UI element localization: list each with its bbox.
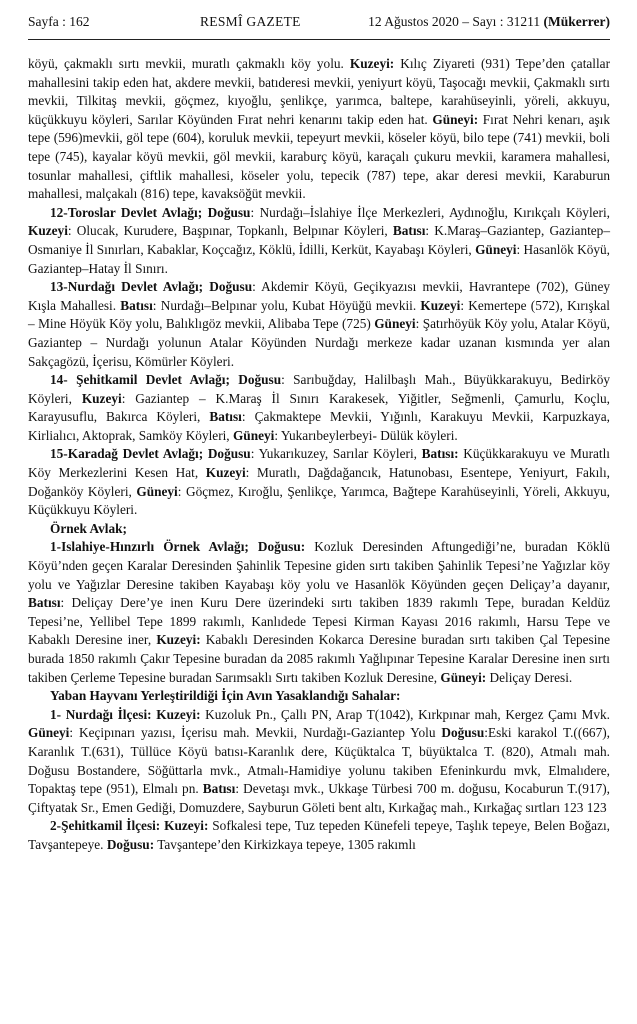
paragraph xyxy=(28,204,610,278)
bold-label: Kuzeyi xyxy=(81,390,122,406)
bold-label: Yaban Hayvanı Yerleştirildiği İçin Avın Yasaklandığı Sahalar: xyxy=(50,688,401,704)
text-run: : Nurdağı–Belpınar yolu, Kubat Höyüğü mevkii. xyxy=(152,297,421,313)
text-run: : Gaziantep – K.Maraş İl Sınırı Karakesek, Yiğitler, Seğmenli, Çamurlu, Koçlu, Karayusuflu, Bakırca Köyleri, xyxy=(28,390,610,425)
text-run: Kabaklı Deresinden Kokarca Deresine buradan sırtı takiben Çal Tepesine burada 1850 rakımlı Çakır Tepesine buradan da 2085 rakımlı Yağlıpınar Tepesine Karalar Deresine inen sırtı takiben Çerleme Tepesine buradan Sarımsaklı Sırtı takiben Kozluk Deresine, xyxy=(28,632,610,685)
paragraph xyxy=(28,817,610,854)
text-run: : Sarıbuğday, Halilbaşlı Mah., Büyükkarakuyu, Bedirköy Köyleri, xyxy=(28,372,611,406)
page-number: Sayfa : 162 xyxy=(28,14,90,29)
paragraph xyxy=(28,520,610,539)
bold-label: Batısı xyxy=(202,781,236,797)
bold-label: Güneyi xyxy=(475,241,517,257)
text-run: : Yukarıbeylerbeyi- Dülük köyleri. xyxy=(274,427,458,443)
text-run: : Hasanlök Köyü, Gaziantep–Hatay İl Sınırı. xyxy=(28,241,610,276)
bold-label: Güneyi xyxy=(374,316,416,332)
bold-label: Batısı xyxy=(120,297,153,313)
text-run: Sofkalesi tepe, Tuz tepeden Künefeli tepeye, Taşlık tepeye, Belen Boğazı, Tavşantepeye. xyxy=(28,818,610,852)
bold-label: Batısı xyxy=(392,223,426,239)
bold-label: 15-Karadağ Devlet Avlağı; Doğusu xyxy=(50,446,251,462)
paragraph xyxy=(28,538,610,687)
text-run: Fırat Nehri kenarı, aşık tepe (596)mevkii, göl tepe (604), koruluk mevkii, tepeyurt mevkii, köseler köyü, bilo tepe (741) mevkii, boli tepe (745), kayalar köyü mevkii, göl mevkii, karaburç köyü, karaçalı çukuru mevkii, karamera mahallesi, tosunlar mahallesi, çiftlik mahallesi, köseler yolu, tepecik (787) tepe, akar deresi mevkii, Karaburun mahallesi, malçakalı (816) tepe, kavaksöğüt mevkii. xyxy=(28,111,610,202)
text-run: Kuzoluk Pn., Çallı PN, Arap T(1042), Kırkpınar mah, Kergez Çamı Mvk. xyxy=(200,706,610,722)
bold-label: Güneyi xyxy=(136,483,178,499)
issue-date xyxy=(368,14,610,30)
bold-label: Batısı: xyxy=(421,446,459,462)
bold-label: Güneyi: xyxy=(432,111,479,127)
text-run: Kılıç Ziyareti (931) Tepe’den çatallar mahallesini takip eden hat, akdere mevkii, batıderesi mevkii, yeniyurt köyü, Taşocağı mevkii, Çakmaklı sırtı mevkii, Tilkitaş mevkii, göçmez, kıyoğlu, şenlikçe, yarımca, baltepe, karahüseyinli, yöreli, akkuyu, küçükkuyu köyleri, Sarılar Köyünden Fırat nehri kenarını takip eden hat. xyxy=(28,56,611,127)
bold-label: Doğusu xyxy=(441,725,485,741)
paragraph xyxy=(28,371,610,445)
bold-label: Kuzeyi: xyxy=(349,56,395,71)
text-run: Kozluk Deresinden Aftungediği’ne, buradan Köklü Köyü’nden geçen Karalar Deresinden Şahinlik Tepesine giden sırtı takiben Şahinlik Tepesi’ne Yağızlar köy yolu ve Yağızlar Deresine takiben Kayabaşı köy yolu ve Hasanlök Köyünden geçen Deliçay’a dayanır, xyxy=(28,539,610,592)
paragraph xyxy=(28,55,610,204)
text-run: : Muratlı, Dağdağancık, Hatunobası, Esentepe, Yeniyurt, Fakılı, Doğanköy Köyleri, xyxy=(28,465,610,499)
paragraph xyxy=(28,445,610,519)
text-run: Küçükkarakuyu ve Muratlı Köy Merkezlerini Kesen Hat, xyxy=(28,446,610,481)
text-run: : Akdemir Köyü, Geçikyazısı mevkii, Havrantepe (702), Güney Kışla Mahallesi. xyxy=(28,279,610,313)
text-run: : Yukarıkuzey, Sarılar Köyleri, xyxy=(250,446,422,462)
bold-label: Güneyi xyxy=(28,725,70,741)
header-rule xyxy=(28,39,610,40)
bold-label: Doğusu: xyxy=(106,836,155,852)
paragraph xyxy=(28,706,610,818)
document-body xyxy=(28,55,610,855)
gazette-title: RESMÎ GAZETE xyxy=(200,14,301,29)
text-run: : Şatırhöyük Köy yolu, Atalar Köyü, Gaziantep – Nurdağı yolunun Atalar Köyünden Nurdağı merkeze kadar uzanan kısmında yer alan Sakçagözü, İçerisu, Kömürler Köyleri. xyxy=(28,316,610,369)
text-run: : Çakmaktepe Mevkii, Yığınlı, Karakuyu Mevkii, Karpuzkaya, Kirlialıcı, Aktoprak, Samköy Köyleri, xyxy=(28,409,611,443)
text-run: : Kemertepe (572), Kırışkal – Mine Höyük Köy yolu, Balıklıgöz mevkii, Alibaba Tepe (725) xyxy=(28,297,610,332)
text-run: : Devetaşı mvk., Ukkaşe Türbesi 700 m. doğusu, Kocaburun T.(917), Çiftyatak Sr., Emen Gediği, Domuzdere, Sayburun Göleti bent altı, Kırkağaç mah., Kırkağaç sırtları 123 123 xyxy=(28,781,610,815)
issue-supplement: (Mükerrer) xyxy=(543,14,610,29)
bold-label: Batısı xyxy=(209,409,242,425)
text-run: köyü, çakmaklı sırtı mevkii, muratlı çakmaklı köy yolu. xyxy=(28,56,350,71)
bold-label: Örnek Avlak; xyxy=(50,520,127,536)
bold-label: Batısı xyxy=(28,595,61,611)
text-run: : Göçmez, Kıroğlu, Şenlikçe, Yarımca, Bağtepe Karahüseyinli, Yöreli, Akkuyu, Küçükkuyu Köyleri. xyxy=(28,483,610,518)
bold-label: 2-Şehitkamil İlçesi: Kuzeyi: xyxy=(50,818,209,834)
text-run: : Deliçay Dere’ye inen Kuru Dere üzerindeki sırtı takiben 1839 rakımlı Tepe, buradan Keldüz Tepesi’ne, Yellibel Tepe 1899 rakımlı, Kanlıdede Tepesi Kirman Kayası 2016 rakımlı, Harsu Tepe ve Kabaklı Deresine iner, xyxy=(28,595,610,648)
bold-label: 14- Şehitkamil Devlet Avlağı; Doğusu xyxy=(50,372,282,388)
paragraph xyxy=(28,278,610,371)
text-run: : K.Maraş–Gaziantep, Gaziantep–Osmaniye İl Sınırları, Kabaklar, Koçcağız, Köklü, İdilli, Kerküt, Kayabaşı Köyleri, xyxy=(28,223,610,257)
bold-label: Güneyi: xyxy=(440,669,487,685)
bold-label: 13-Nurdağı Devlet Avlağı; Doğusu xyxy=(50,279,253,295)
issue-date-text: 12 Ağustos 2020 – Sayı : 31211 xyxy=(368,14,544,29)
bold-label: 12-Toroslar Devlet Avlağı; Doğusu xyxy=(50,204,251,220)
text-run: :Eski karakol T.((667), Karanlık T.(631), Tüllüce Köyü batısı-Karanlık dere, Küçüktalca T, büyüktalca T. (820), Atmalı mah. Doğusu Bostandere, Söğüttarla mvk., Atmalı-Hamidiye yolunu takiben Efeninkurdu mvk, Elmalıdere, Topaktaş tepe (951), Elmalı pn. xyxy=(28,725,610,797)
text-run: : Nurdağı–İslahiye İlçe Merkezleri, Aydınoğlu, Kırıkçalı Köyleri, xyxy=(250,204,610,220)
bold-label: Kuzeyi xyxy=(28,223,68,239)
text-run: Tavşantepe’den Kirkizkaya tepeye, 1305 rakımlı xyxy=(154,836,416,852)
text-run: : Keçipınarı yazısı, İçerisu mah. Mevkii, Nurdağı-Gaziantep Yolu xyxy=(69,725,442,741)
bold-label: Kuzeyi: xyxy=(156,632,201,648)
bold-label: Güneyi xyxy=(232,427,275,443)
bold-label: 1- Nurdağı İlçesi: Kuzeyi: xyxy=(50,706,201,722)
bold-label: Kuzeyi xyxy=(205,465,246,481)
bold-label: 1-Islahiye-Hınzırlı Örnek Avlağı; Doğusu: xyxy=(50,539,306,555)
page-header xyxy=(28,14,610,34)
text-run: Deliçay Deresi. xyxy=(486,669,573,685)
text-run: : Olucak, Kurudere, Başpınar, Topkanlı, Belpınar Köyleri, xyxy=(67,223,393,239)
bold-label: Kuzeyi xyxy=(420,297,461,313)
paragraph xyxy=(28,687,610,706)
